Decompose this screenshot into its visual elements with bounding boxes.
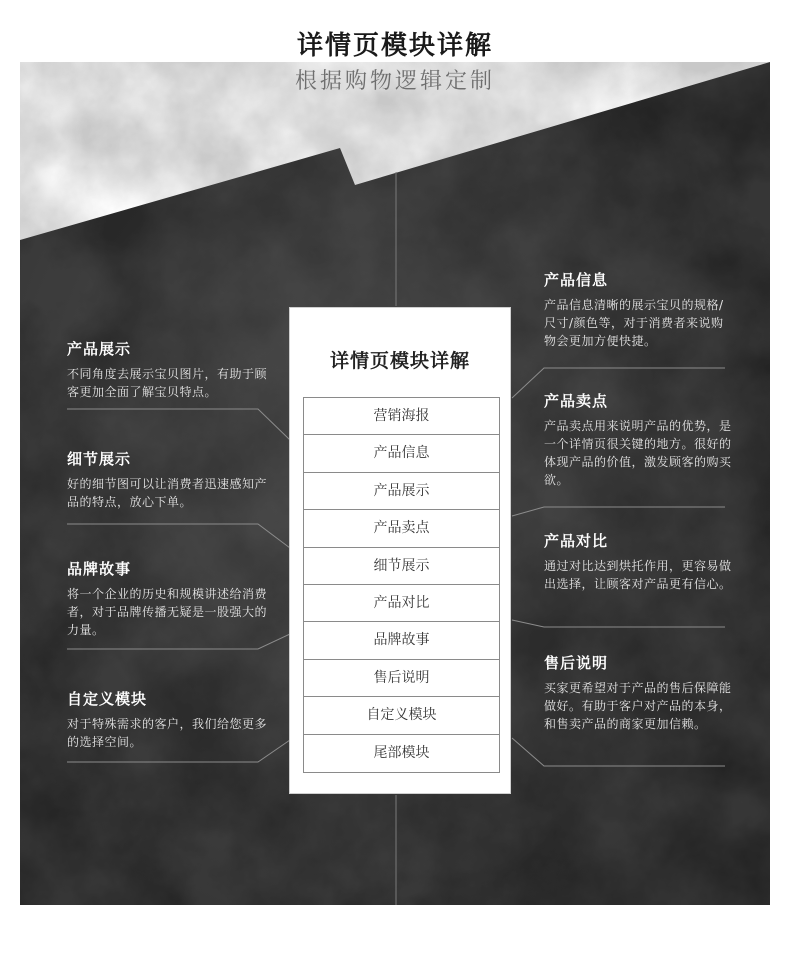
desc-title: 售后说明 [544,654,609,672]
desc-after-sales [544,653,734,733]
desc-brand-story [67,559,272,639]
module-panel [289,307,511,794]
module-item-detail-display[interactable]: 细节展示 [304,548,499,585]
page-subtitle: 根据购物逻辑定制 [294,69,495,94]
desc-product-display [67,339,272,401]
module-item-after-sales[interactable]: 售后说明 [304,660,499,697]
desc-text: 好的细节图可以让消费者迅速感知产品的特点，放心下单。 [67,477,268,509]
module-item-product-comparison[interactable]: 产品对比 [304,585,499,622]
page-header [0,28,790,98]
panel-title: 详情页模块详解 [329,350,470,372]
page-title: 详情页模块详解 [296,31,493,61]
module-item-custom[interactable]: 自定义模块 [304,697,499,734]
desc-selling-points [544,391,734,489]
desc-title: 产品卖点 [544,392,609,410]
desc-text: 产品卖点用来说明产品的优势，是一个详情页很关键的地方。很好的体现产品的价值，激发顾客的购买欲。 [544,419,732,487]
desc-detail-display [67,449,272,511]
desc-text: 通过对比达到烘托作用，更容易做出选择，让顾客对产品更有信心。 [544,559,732,591]
module-item-brand-story[interactable]: 品牌故事 [304,622,499,659]
desc-product-comparison [544,531,734,593]
desc-text: 产品信息清晰的展示宝贝的规格/尺寸/颜色等，对于消费者来说购物会更加方便快捷。 [544,298,724,348]
desc-title: 自定义模块 [67,690,148,708]
desc-text: 将一个企业的历史和规模讲述给消费者，对于品牌传播无疑是一股强大的力量。 [67,587,268,637]
module-item-selling-points[interactable]: 产品卖点 [304,510,499,547]
desc-text: 不同角度去展示宝贝图片，有助于顾客更加全面了解宝贝特点。 [67,367,268,399]
desc-title: 细节展示 [67,450,132,468]
desc-custom-module [67,689,272,751]
module-item-marketing-poster[interactable]: 营销海报 [304,398,499,435]
desc-title: 产品信息 [544,271,609,289]
desc-text: 对于特殊需求的客户，我们给您更多的选择空间。 [67,717,268,749]
desc-title: 品牌故事 [67,560,132,578]
desc-title: 产品对比 [544,532,609,550]
desc-text: 买家更希望对于产品的售后保障能做好。有助于客户对产品的本身，和售卖产品的商家更加信赖。 [544,681,732,731]
module-item-footer[interactable]: 尾部模块 [373,744,430,761]
module-item-product-info[interactable]: 产品信息 [304,435,499,472]
desc-title: 产品展示 [67,340,132,358]
module-list [303,397,500,773]
module-item-product-display[interactable]: 产品展示 [304,473,499,510]
desc-product-info [544,270,734,350]
